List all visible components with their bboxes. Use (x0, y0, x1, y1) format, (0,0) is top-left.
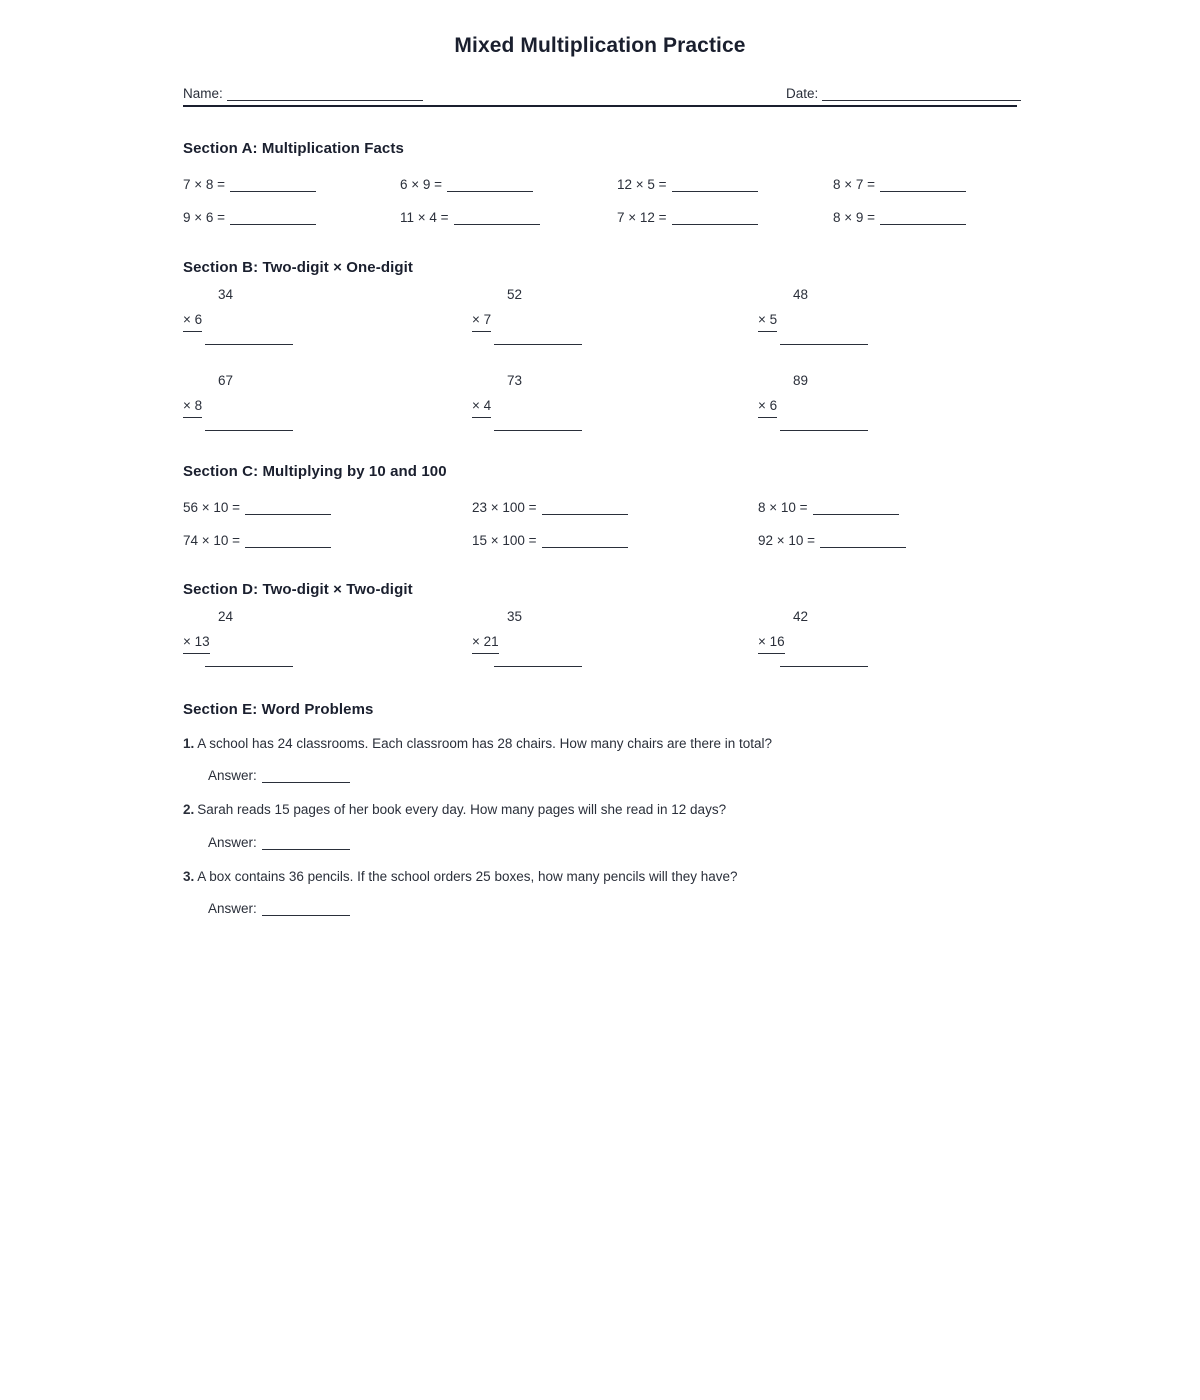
problem-item (758, 496, 1017, 515)
multiplicand: 24 (218, 609, 234, 625)
multiplicand: 34 (218, 287, 234, 303)
answer-label: Answer: (208, 768, 257, 784)
answer-blank[interactable] (542, 534, 628, 548)
problem-item (400, 173, 617, 192)
section-a-problem-grid (183, 173, 1017, 225)
multiplier-row (472, 635, 582, 652)
multiplier-row (183, 399, 293, 416)
problem-item (617, 206, 833, 225)
problem-item (833, 173, 1017, 192)
date-input-line[interactable] (822, 87, 1021, 101)
answer-blank[interactable] (205, 430, 293, 431)
problem-expression: 15 × 100 = (472, 533, 537, 549)
multiplicand: 48 (793, 287, 809, 303)
section-b-heading: Section B: Two-digit × One-digit (183, 259, 413, 277)
multiplier: × 21 (472, 635, 499, 654)
answer-blank[interactable] (672, 178, 758, 192)
word-problem-text: A box contains 36 pencils. If the school orders 25 boxes, how many pencils will they have? (197, 868, 738, 884)
multiplier: × 6 (758, 399, 777, 418)
problem-expression: 92 × 10 = (758, 533, 816, 549)
multiplier-row (758, 399, 868, 416)
problem-expression: 11 × 4 = (400, 210, 449, 226)
problem-expression: 6 × 9 = (400, 177, 443, 193)
answer-blank[interactable] (245, 534, 331, 548)
multiplicand: 73 (507, 373, 523, 389)
word-problem (183, 801, 1017, 849)
word-problem-question (183, 868, 1017, 886)
problem-expression: 74 × 10 = (183, 533, 241, 549)
vertical-problem (758, 610, 868, 667)
answer-blank[interactable] (813, 501, 899, 515)
problem-item (472, 529, 758, 548)
problem-item (833, 206, 1017, 225)
section-d-heading: Section D: Two-digit × Two-digit (183, 581, 413, 599)
problem-expression: 8 × 7 = (833, 177, 876, 193)
word-problem-number: 2. (183, 802, 195, 818)
word-problem-answer (208, 764, 1017, 783)
multiplier-row (472, 399, 582, 416)
multiplicand: 89 (793, 373, 809, 389)
problem-item (183, 496, 472, 515)
multiplier: × 16 (758, 635, 785, 654)
problem-item (617, 173, 833, 192)
vertical-problem (472, 288, 582, 345)
problem-expression: 12 × 5 = (617, 177, 667, 193)
word-problem-number: 1. (183, 736, 195, 752)
vertical-problem (183, 374, 293, 431)
word-problem (183, 735, 1017, 783)
word-problem-number: 3. (183, 868, 195, 884)
answer-label: Answer: (208, 834, 257, 850)
vertical-problem (758, 288, 868, 345)
multiplicand: 52 (507, 287, 523, 303)
problem-expression: 8 × 9 = (833, 210, 876, 226)
student-info-row (183, 77, 1017, 101)
name-label: Name: (183, 86, 223, 102)
multiplicand: 42 (793, 609, 809, 625)
answer-blank[interactable] (230, 178, 316, 192)
problem-expression: 9 × 6 = (183, 210, 226, 226)
answer-label: Answer: (208, 900, 257, 916)
multiplier: × 4 (472, 399, 491, 418)
word-problem-text: A school has 24 classrooms. Each classroom has 28 chairs. How many chairs are there in total? (197, 736, 773, 752)
problem-expression: 8 × 10 = (758, 500, 808, 516)
multiplier-row (758, 313, 868, 330)
multiplier-row (183, 313, 293, 330)
section-e-problem-list (183, 735, 1017, 916)
answer-blank[interactable] (494, 666, 582, 667)
section-c-heading: Section C: Multiplying by 10 and 100 (183, 463, 447, 481)
vertical-problem (472, 610, 582, 667)
answer-blank[interactable] (205, 666, 293, 667)
multiplier-row (472, 313, 582, 330)
section-e-heading: Section E: Word Problems (183, 701, 374, 719)
multiplier: × 7 (472, 313, 491, 332)
answer-blank[interactable] (780, 344, 868, 345)
word-problem (183, 868, 1017, 916)
section-c-problem-grid (183, 496, 1017, 548)
header-divider (183, 105, 1017, 107)
word-problem-answer (208, 897, 1017, 916)
word-problem-question (183, 801, 1017, 819)
section-b-problem-grid (183, 288, 1017, 431)
problem-item (183, 529, 472, 548)
multiplier: × 6 (183, 313, 202, 332)
vertical-problem (183, 288, 293, 345)
problem-item (183, 173, 400, 192)
answer-blank[interactable] (447, 178, 533, 192)
answer-blank[interactable] (820, 534, 906, 548)
name-field[interactable] (183, 86, 423, 101)
section-d-problem-grid (183, 610, 1017, 667)
problem-item (183, 206, 400, 225)
word-problem-answer (208, 831, 1017, 850)
problem-expression: 23 × 100 = (472, 500, 537, 516)
answer-blank[interactable] (205, 344, 293, 345)
answer-blank[interactable] (672, 211, 758, 225)
answer-blank[interactable] (542, 501, 628, 515)
answer-blank[interactable] (262, 769, 350, 783)
problem-expression: 56 × 10 = (183, 500, 241, 516)
multiplier: × 8 (183, 399, 202, 418)
vertical-problem (472, 374, 582, 431)
page-title: Mixed Multiplication Practice (454, 34, 746, 57)
answer-blank[interactable] (880, 178, 966, 192)
multiplier-row (183, 635, 293, 652)
answer-blank[interactable] (454, 211, 540, 225)
date-field[interactable] (786, 86, 1021, 101)
problem-item (758, 529, 1017, 548)
multiplier: × 5 (758, 313, 777, 332)
answer-blank[interactable] (494, 430, 582, 431)
multiplicand: 67 (218, 373, 234, 389)
worksheet-content (183, 0, 1017, 916)
section-a-heading: Section A: Multiplication Facts (183, 140, 404, 158)
problem-item (400, 206, 617, 225)
date-label: Date: (786, 86, 819, 102)
answer-blank[interactable] (230, 211, 316, 225)
problem-item (472, 496, 758, 515)
problem-expression: 7 × 12 = (617, 210, 667, 226)
answer-blank[interactable] (245, 501, 331, 515)
answer-blank[interactable] (494, 344, 582, 345)
vertical-problem (183, 610, 293, 667)
answer-blank[interactable] (780, 666, 868, 667)
answer-blank[interactable] (880, 211, 966, 225)
multiplier: × 13 (183, 635, 210, 654)
multiplier-row (758, 635, 868, 652)
word-problem-question (183, 735, 1017, 753)
name-input-line[interactable] (227, 87, 423, 101)
answer-blank[interactable] (780, 430, 868, 431)
answer-blank[interactable] (262, 836, 350, 850)
problem-expression: 7 × 8 = (183, 177, 226, 193)
word-problem-text: Sarah reads 15 pages of her book every day. How many pages will she read in 12 days? (197, 802, 727, 818)
multiplicand: 35 (507, 609, 523, 625)
vertical-problem (758, 374, 868, 431)
answer-blank[interactable] (262, 902, 350, 916)
